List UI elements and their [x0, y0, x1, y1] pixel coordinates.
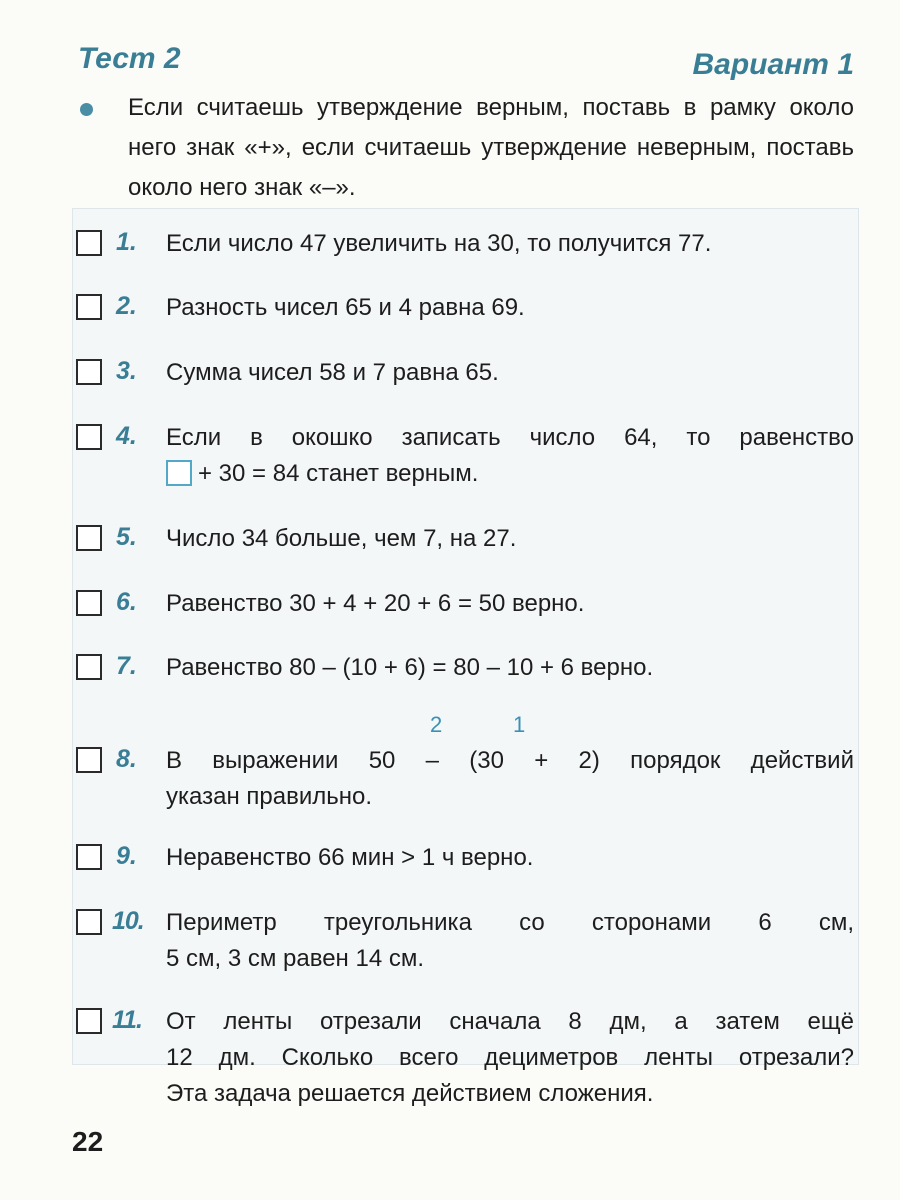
- statement-text-6: Равенство 30 + 4 + 20 + 6 = 50 верно.: [166, 590, 585, 617]
- answer-checkbox-2[interactable]: [76, 294, 102, 320]
- statement-number-10: 10.: [112, 907, 144, 935]
- answer-checkbox-4[interactable]: [76, 424, 102, 450]
- statement-4-line-2: [166, 456, 854, 492]
- statement-text-1: Если число 47 увеличить на 30, то получится 77.: [166, 230, 712, 257]
- statement-text-5: Число 34 больше, чем 7, на 27.: [166, 525, 517, 552]
- statement-number-2: 2.: [116, 292, 137, 320]
- statement-text-8: [166, 743, 854, 815]
- statement-text-4: [166, 420, 854, 492]
- order-mark-second: 1: [513, 712, 526, 737]
- answer-checkbox-3[interactable]: [76, 359, 102, 385]
- statement-8-line-2: указан правильно.: [166, 783, 373, 810]
- statement-10-line-2: 5 см, 3 см равен 14 см.: [166, 945, 425, 972]
- answer-checkbox-11[interactable]: [76, 1008, 102, 1034]
- page-number: 22: [72, 1126, 104, 1157]
- statement-number-6: 6.: [116, 588, 137, 616]
- statement-number-11: 11.: [112, 1006, 142, 1034]
- answer-checkbox-5[interactable]: [76, 525, 102, 551]
- statement-text-7: Равенство 80 – (10 + 6) = 80 – 10 + 6 верно.: [166, 654, 654, 681]
- statement-number-4: 4.: [116, 422, 137, 450]
- statement-4-equation: + 30 = 84 станет верным.: [198, 460, 479, 487]
- statement-11-line-2: 12 дм. Сколько всего дециметров ленты отрезали?: [166, 1044, 854, 1071]
- order-mark-first: 2: [430, 712, 443, 737]
- statement-number-5: 5.: [116, 523, 137, 551]
- statement-number-7: 7.: [116, 652, 137, 680]
- test-title: Тест 2: [78, 42, 181, 75]
- statement-number-8: 8.: [116, 745, 137, 773]
- statement-4-line-1: Если в окошко записать число 64, то равенство: [166, 424, 854, 451]
- statement-8-line-1: В выражении 50 – (30 + 2) порядок действий: [166, 747, 854, 774]
- statement-11-line-3: Эта задача решается действием сложения.: [166, 1080, 654, 1107]
- statement-text-11: [166, 1004, 854, 1112]
- answer-window-box[interactable]: [166, 460, 192, 486]
- answer-checkbox-9[interactable]: [76, 844, 102, 870]
- instruction-text: Если считаешь утверждение верным, поставь в рамку около него знак «+», если считаешь утверждение неверным, поставь около него знак «–».: [128, 94, 854, 201]
- answer-checkbox-6[interactable]: [76, 590, 102, 616]
- answer-checkbox-1[interactable]: [76, 230, 102, 256]
- statement-text-2: Разность чисел 65 и 4 равна 69.: [166, 294, 525, 321]
- answer-checkbox-8[interactable]: [76, 747, 102, 773]
- variant-title: Вариант 1: [692, 48, 854, 81]
- statement-number-9: 9.: [116, 842, 137, 870]
- statement-number-1: 1.: [116, 228, 137, 256]
- bullet-icon: [80, 103, 93, 116]
- statement-number-3: 3.: [116, 357, 137, 385]
- statement-text-10: [166, 905, 854, 977]
- answer-checkbox-7[interactable]: [76, 654, 102, 680]
- statement-11-line-1: От ленты отрезали сначала 8 дм, а затем ещё: [166, 1008, 854, 1035]
- statement-text-9: Неравенство 66 мин > 1 ч верно.: [166, 844, 534, 871]
- answer-checkbox-10[interactable]: [76, 909, 102, 935]
- statement-text-3: Сумма чисел 58 и 7 равна 65.: [166, 359, 499, 386]
- statement-10-line-1: Периметр треугольника со сторонами 6 см,: [166, 909, 854, 936]
- operation-order-marks: [0, 712, 900, 742]
